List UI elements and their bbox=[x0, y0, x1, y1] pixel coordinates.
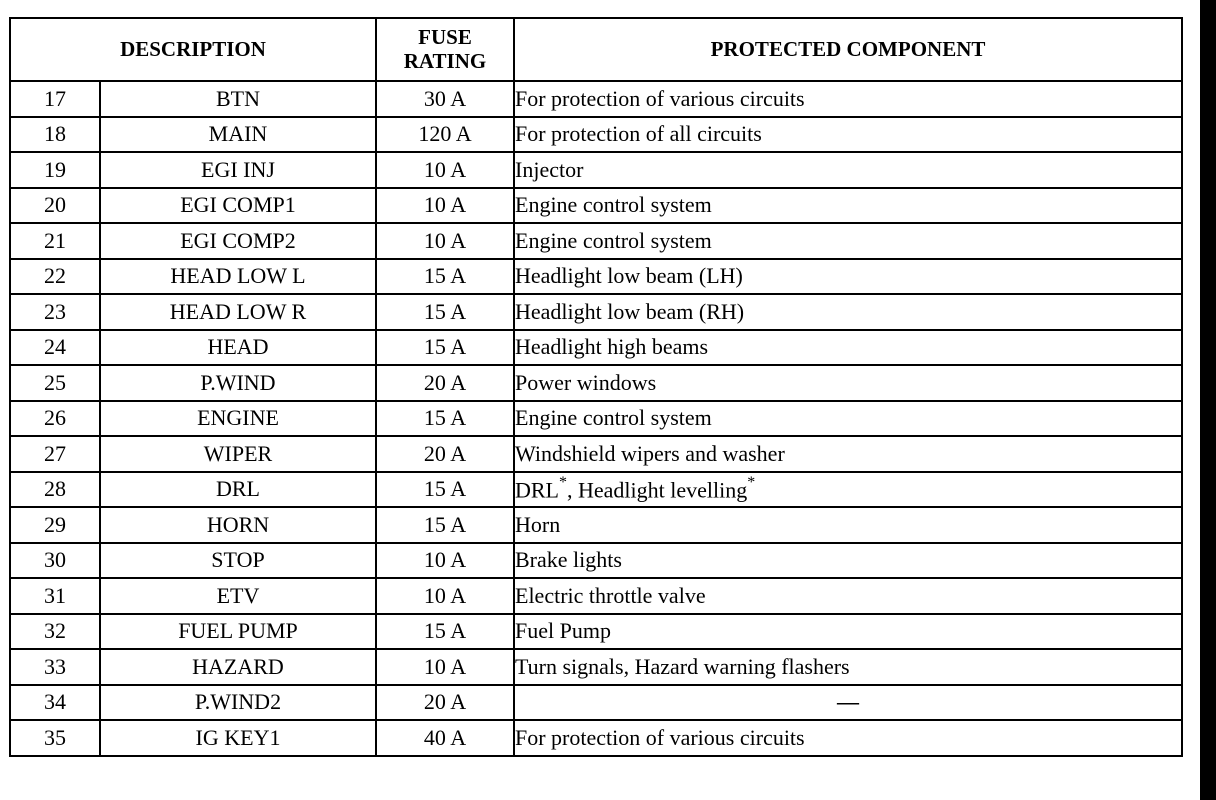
fuse-rating-cell: 10 A bbox=[376, 578, 514, 614]
fuse-name-cell: ETV bbox=[100, 578, 376, 614]
fuse-name-cell: HORN bbox=[100, 507, 376, 543]
fuse-name-cell: HAZARD bbox=[100, 649, 376, 685]
footnote-asterisk: * bbox=[559, 474, 567, 492]
table-row bbox=[10, 436, 1182, 472]
table-row bbox=[10, 188, 1182, 224]
fuse-number-cell: 29 bbox=[10, 507, 100, 543]
header-fuse-rating-text: FUSE RATING bbox=[403, 25, 487, 73]
fuse-name-cell: HEAD LOW L bbox=[100, 259, 376, 295]
table-row bbox=[10, 152, 1182, 188]
fuse-number-cell: 32 bbox=[10, 614, 100, 650]
fuse-number-cell: 22 bbox=[10, 259, 100, 295]
table-row bbox=[10, 614, 1182, 650]
fuse-name-cell: EGI INJ bbox=[100, 152, 376, 188]
table-row bbox=[10, 117, 1182, 153]
fuse-name-cell: DRL bbox=[100, 472, 376, 508]
fuse-rating-cell: 15 A bbox=[376, 401, 514, 437]
table-row bbox=[10, 259, 1182, 295]
fuse-rating-cell: 20 A bbox=[376, 685, 514, 721]
fuse-number-cell: 19 bbox=[10, 152, 100, 188]
fuse-rating-cell: 20 A bbox=[376, 436, 514, 472]
protected-component-cell bbox=[514, 472, 1182, 508]
fuse-number-cell: 34 bbox=[10, 685, 100, 721]
right-edge-bar bbox=[1200, 0, 1216, 800]
fuse-name-cell: MAIN bbox=[100, 117, 376, 153]
fuse-name-cell: BTN bbox=[100, 81, 376, 117]
fuse-number-cell: 17 bbox=[10, 81, 100, 117]
fuse-number-cell: 31 bbox=[10, 578, 100, 614]
protected-component-cell: Electric throttle valve bbox=[514, 578, 1182, 614]
fuse-rating-cell: 40 A bbox=[376, 720, 514, 756]
header-row bbox=[10, 18, 1182, 81]
fuse-rating-cell: 15 A bbox=[376, 294, 514, 330]
protected-component-cell: Brake lights bbox=[514, 543, 1182, 579]
header-protected-component: PROTECTED COMPONENT bbox=[514, 18, 1182, 81]
header-description: DESCRIPTION bbox=[10, 18, 376, 81]
table-row bbox=[10, 365, 1182, 401]
table-row bbox=[10, 294, 1182, 330]
fuse-number-cell: 30 bbox=[10, 543, 100, 579]
fuse-name-cell: P.WIND2 bbox=[100, 685, 376, 721]
component-text: DRL bbox=[515, 477, 559, 503]
fuse-number-cell: 26 bbox=[10, 401, 100, 437]
fuse-number-cell: 24 bbox=[10, 330, 100, 366]
table-row bbox=[10, 507, 1182, 543]
fuse-rating-cell: 15 A bbox=[376, 472, 514, 508]
fuse-number-cell: 18 bbox=[10, 117, 100, 153]
header-fuse-rating bbox=[376, 18, 514, 81]
protected-component-cell: Windshield wipers and washer bbox=[514, 436, 1182, 472]
fuse-rating-cell: 30 A bbox=[376, 81, 514, 117]
fuse-rating-cell: 10 A bbox=[376, 223, 514, 259]
fuse-name-cell: EGI COMP1 bbox=[100, 188, 376, 224]
table-row bbox=[10, 720, 1182, 756]
fuse-rating-cell: 10 A bbox=[376, 649, 514, 685]
table-row bbox=[10, 81, 1182, 117]
protected-component-cell: Turn signals, Hazard warning flashers bbox=[514, 649, 1182, 685]
table-row bbox=[10, 472, 1182, 508]
fuse-number-cell: 35 bbox=[10, 720, 100, 756]
fuse-name-cell: WIPER bbox=[100, 436, 376, 472]
fuse-rating-cell: 10 A bbox=[376, 188, 514, 224]
fuse-name-cell: EGI COMP2 bbox=[100, 223, 376, 259]
fuse-rating-cell: 15 A bbox=[376, 507, 514, 543]
fuse-rating-cell: 15 A bbox=[376, 330, 514, 366]
fuse-name-cell: STOP bbox=[100, 543, 376, 579]
fuse-table bbox=[9, 17, 1183, 757]
footnote-asterisk: * bbox=[747, 474, 756, 492]
fuse-rating-cell: 10 A bbox=[376, 152, 514, 188]
protected-component-cell: Injector bbox=[514, 152, 1182, 188]
fuse-table-header bbox=[10, 18, 1182, 81]
fuse-name-cell: HEAD LOW R bbox=[100, 294, 376, 330]
fuse-number-cell: 25 bbox=[10, 365, 100, 401]
fuse-rating-cell: 10 A bbox=[376, 543, 514, 579]
protected-component-cell: For protection of various circuits bbox=[514, 720, 1182, 756]
table-row bbox=[10, 578, 1182, 614]
protected-component-cell: Engine control system bbox=[514, 401, 1182, 437]
protected-component-cell: Headlight low beam (LH) bbox=[514, 259, 1182, 295]
protected-component-cell: Power windows bbox=[514, 365, 1182, 401]
protected-component-cell: For protection of all circuits bbox=[514, 117, 1182, 153]
fuse-number-cell: 20 bbox=[10, 188, 100, 224]
protected-component-cell: Engine control system bbox=[514, 188, 1182, 224]
fuse-rating-cell: 120 A bbox=[376, 117, 514, 153]
fuse-table-body bbox=[10, 81, 1182, 756]
fuse-number-cell: 21 bbox=[10, 223, 100, 259]
protected-component-cell: Horn bbox=[514, 507, 1182, 543]
table-row bbox=[10, 223, 1182, 259]
fuse-rating-cell: 15 A bbox=[376, 614, 514, 650]
fuse-number-cell: 28 bbox=[10, 472, 100, 508]
protected-component-cell: For protection of various circuits bbox=[514, 81, 1182, 117]
table-row bbox=[10, 330, 1182, 366]
fuse-name-cell: IG KEY1 bbox=[100, 720, 376, 756]
fuse-name-cell: HEAD bbox=[100, 330, 376, 366]
fuse-rating-cell: 15 A bbox=[376, 259, 514, 295]
protected-component-cell: — bbox=[514, 685, 1182, 721]
table-row bbox=[10, 685, 1182, 721]
table-row bbox=[10, 649, 1182, 685]
fuse-name-cell: ENGINE bbox=[100, 401, 376, 437]
fuse-rating-cell: 20 A bbox=[376, 365, 514, 401]
fuse-number-cell: 33 bbox=[10, 649, 100, 685]
protected-component-cell: Headlight low beam (RH) bbox=[514, 294, 1182, 330]
table-row bbox=[10, 401, 1182, 437]
protected-component-cell: Engine control system bbox=[514, 223, 1182, 259]
fuse-number-cell: 23 bbox=[10, 294, 100, 330]
fuse-name-cell: P.WIND bbox=[100, 365, 376, 401]
fuse-name-cell: FUEL PUMP bbox=[100, 614, 376, 650]
protected-component-cell: Fuel Pump bbox=[514, 614, 1182, 650]
fuse-number-cell: 27 bbox=[10, 436, 100, 472]
component-text: , Headlight levelling bbox=[567, 477, 748, 503]
protected-component-cell: Headlight high beams bbox=[514, 330, 1182, 366]
table-row bbox=[10, 543, 1182, 579]
